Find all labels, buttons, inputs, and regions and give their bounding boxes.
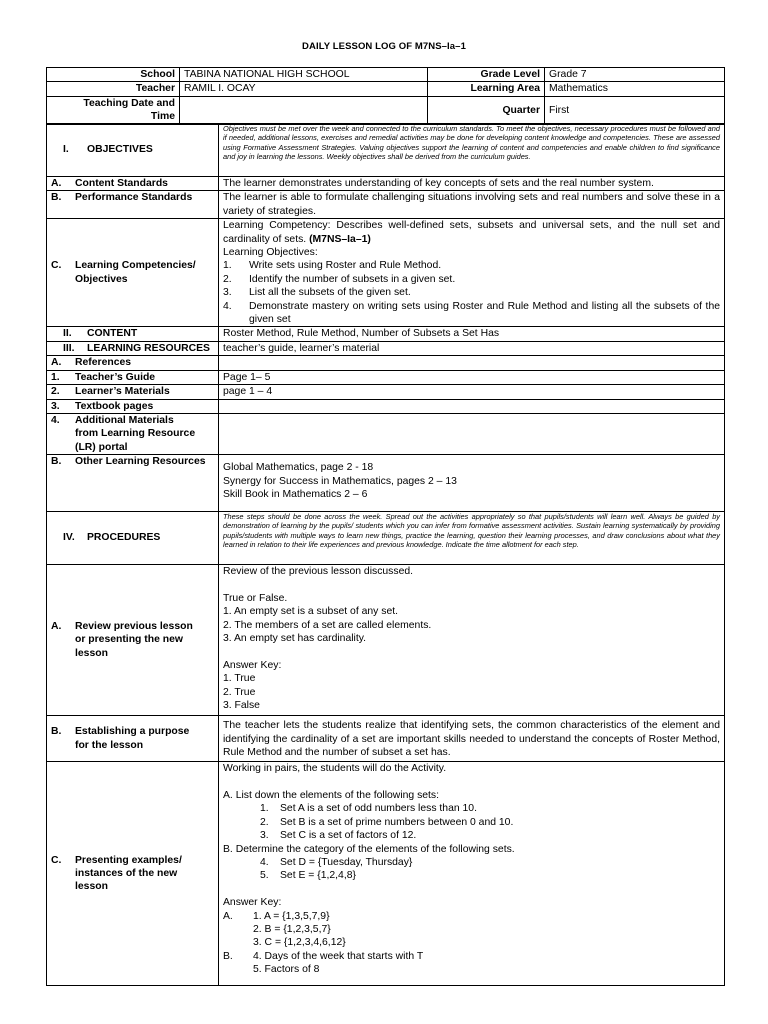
- presenting-examples-cell: [219, 762, 725, 986]
- teaching-date-label-line1: Teaching Date and: [83, 97, 175, 109]
- review-line: 3. An empty set has cardinality.: [223, 633, 367, 645]
- row-label: Textbook pages: [75, 400, 154, 412]
- learning-resources-heading: [47, 341, 219, 355]
- learners-materials-text: page 1 – 4: [219, 385, 725, 399]
- establishing-purpose-heading: [47, 716, 219, 762]
- additional-materials-heading: [47, 413, 219, 454]
- resource-line: Skill Book in Mathematics 2 – 6: [223, 488, 368, 500]
- establishing-purpose-text: The teacher lets the students realize that identifying sets, the common characteristics of the element and identifying the cardinality of a set are important skills needed to understand the concepts of Roster Method, Rule Method and the number of subset a set has.: [219, 716, 725, 762]
- item-number: 2.: [223, 273, 232, 285]
- lesson-table: [46, 123, 725, 986]
- activity-item: [223, 869, 720, 882]
- teacher-label: Teacher: [47, 82, 180, 96]
- row-label-line2: from Learning Resource: [75, 428, 196, 440]
- row-letter: B.: [51, 456, 62, 468]
- content-text: Roster Method, Rule Method, Number of Subsets a Set Has: [219, 327, 725, 341]
- row-label-line3: lesson: [75, 647, 108, 659]
- objectives-num: I.: [63, 144, 69, 156]
- activity-a-heading: A. List down the elements of the following sets:: [223, 789, 440, 801]
- row-label-line1: Presenting examples/: [75, 854, 182, 866]
- row-num: 2.: [51, 386, 60, 398]
- review-previous-lesson-heading: [47, 565, 219, 716]
- answer-key-line: [223, 910, 720, 923]
- answer-key-letter: A.: [223, 910, 233, 922]
- presenting-examples-heading: [47, 762, 219, 986]
- resource-line: Synergy for Success in Mathematics, pages 2 – 13: [223, 475, 457, 487]
- row-letter: B.: [51, 726, 62, 738]
- row-letter: A.: [51, 621, 62, 633]
- objectives-label: OBJECTIVES: [87, 144, 153, 156]
- answer-key-text: 3. C = {1,2,3,4,6,12}: [253, 937, 346, 949]
- content-standards-heading: [47, 177, 219, 191]
- activity-intro: Working in pairs, the students will do the Activity.: [223, 763, 447, 775]
- spacer: [223, 776, 720, 789]
- answer-key-line: [223, 950, 720, 963]
- row-num: IV.: [63, 532, 75, 544]
- item-number: 3.: [260, 830, 269, 842]
- row-letter: B.: [51, 192, 62, 204]
- grade-level-value: Grade 7: [545, 68, 725, 82]
- activity-item: [223, 816, 720, 829]
- row-letter: C.: [51, 260, 62, 272]
- item-text: Set A is a set of odd numbers less than 10.: [280, 803, 477, 815]
- item-text: Set E = {1,2,4,8}: [280, 870, 356, 882]
- quarter-value: First: [545, 96, 725, 124]
- item-number: 1.: [260, 803, 269, 815]
- answer-key-text: 1. A = {1,3,5,7,9}: [253, 910, 330, 922]
- row-label: Other Learning Resources: [75, 456, 206, 468]
- item-text: Set B is a set of prime numbers between 0 and 10.: [280, 816, 514, 828]
- row-label: Teacher’s Guide: [75, 371, 156, 383]
- teaching-date-value: [180, 96, 428, 124]
- learning-area-label: Learning Area: [428, 82, 545, 96]
- content-standards-text: The learner demonstrates understanding of key concepts of sets and the real number system.: [219, 177, 725, 191]
- item-number: 3.: [223, 287, 232, 299]
- objective-item: [223, 286, 720, 299]
- review-line-blank: [223, 646, 720, 659]
- review-line: 2. The members of a set are called elements.: [223, 619, 432, 631]
- row-label: Learner’s Materials: [75, 386, 170, 398]
- teacher-value: RAMIL I. OCAY: [180, 82, 428, 96]
- row-label: LEARNING RESOURCES: [87, 342, 210, 354]
- row-label: CONTENT: [87, 328, 138, 340]
- item-text: Set D = {Tuesday, Thursday}: [280, 856, 413, 868]
- answer-key-text: 2. B = {1,2,3,5,7}: [253, 923, 331, 935]
- row-num: 1.: [51, 371, 60, 383]
- school-value: TABINA NATIONAL HIGH SCHOOL: [180, 68, 428, 82]
- objectives-note: Objectives must be met over the week and connected to the curriculum standards. To meet the objectives, necessary procedures must be followed and if needed, additional lessons, exercises and remedial activities may be done for developing content knowledge and competencies. These are assessed using Formative Assessment Strategies. Valuing objectives support the learning of content and competencies and enable children to find significance and joy in learning the lessons. Weekly objectives shall be derived from the curriculum guides.: [219, 124, 725, 177]
- review-line-blank: [223, 579, 720, 592]
- review-line: True or False.: [223, 592, 288, 604]
- other-resources-heading: [47, 455, 219, 512]
- competency-code: (M7NS–Ia–1): [309, 233, 371, 245]
- learning-competencies-cell: [219, 219, 725, 327]
- item-text: Demonstrate mastery on writing sets using Roster and Rule Method and listing all the subsets of the given set: [249, 300, 720, 326]
- answer-key-line: [223, 923, 720, 936]
- content-heading: [47, 327, 219, 341]
- row-label: PROCEDURES: [87, 532, 161, 544]
- activity-item: [223, 802, 720, 815]
- answer-key-letter: [223, 923, 253, 936]
- row-label-line2: instances of the new: [75, 867, 178, 879]
- row-label-line1: Additional Materials: [75, 414, 174, 426]
- review-line: 2. True: [223, 686, 256, 698]
- learning-competency-text: [223, 219, 720, 246]
- quarter-label: Quarter: [428, 96, 545, 124]
- activity-b-heading: B. Determine the category of the elements of the following sets.: [223, 843, 515, 855]
- objective-item: [223, 273, 720, 286]
- review-line: 1. True: [223, 673, 256, 685]
- row-label-line2: for the lesson: [75, 739, 144, 751]
- item-number: 4.: [260, 856, 269, 868]
- learning-competencies-heading: [47, 219, 219, 327]
- review-previous-lesson-cell: [219, 565, 725, 716]
- learners-materials-heading: [47, 385, 219, 399]
- row-letter: A.: [51, 357, 62, 369]
- header-table: [46, 67, 725, 125]
- answer-key-line: [223, 963, 720, 976]
- additional-materials-text: [219, 413, 725, 454]
- answer-key-text: 4. Days of the week that starts with T: [253, 950, 424, 962]
- review-line: 1. An empty set is a subset of any set.: [223, 606, 399, 618]
- row-num: 3.: [51, 400, 60, 412]
- item-text: List all the subsets of the given set.: [249, 287, 411, 299]
- procedures-note: These steps should be done across the week. Spread out the activities appropriately so that pupils/students will learn well. Always be guided by demonstration of learning by the pupils/ students which you can infer from formative assessment activities. Sustain learning systematically by providing pupils/students with multiple ways to learn new things, practice the learning, question their learning processes, and draw conclusions about what they learned in relation to their life experiences and previous knowledge. Indicate the time allotment for each step.: [219, 512, 725, 565]
- page-title: DAILY LESSON LOG OF M7NS–Ia–1: [302, 41, 466, 52]
- row-label-line1: Establishing a purpose: [75, 726, 190, 738]
- row-num: III.: [63, 342, 75, 354]
- references-heading: [47, 356, 219, 370]
- teaching-date-label-line2: Time: [150, 111, 175, 123]
- grade-level-label: Grade Level: [428, 68, 545, 82]
- learning-resources-text: teacher’s guide, learner’s material: [219, 341, 725, 355]
- procedures-heading: [47, 512, 219, 565]
- row-label-line3: lesson: [75, 881, 108, 893]
- row-label-line2: Objectives: [75, 273, 128, 285]
- row-label-line1: Review previous lesson: [75, 621, 193, 633]
- objective-item: [223, 300, 720, 327]
- answer-key-letter: B.: [223, 950, 233, 962]
- other-resources-cell: [219, 455, 725, 512]
- item-number: 4.: [223, 300, 232, 312]
- references-text: [219, 356, 725, 370]
- objective-item: [223, 259, 720, 272]
- answer-key-heading: Answer Key:: [223, 897, 282, 909]
- row-label-line3: (LR) portal: [75, 441, 128, 453]
- school-label: School: [47, 68, 180, 82]
- answer-key-letter: [223, 963, 253, 976]
- row-num: II.: [63, 328, 72, 340]
- item-number: 1.: [223, 260, 232, 272]
- performance-standards-heading: [47, 191, 219, 219]
- answer-key-letter: [223, 936, 253, 949]
- item-number: 5.: [260, 870, 269, 882]
- item-number: 2.: [260, 816, 269, 828]
- review-line: 3. False: [223, 700, 260, 712]
- row-label-line2: or presenting the new: [75, 634, 183, 646]
- row-letter: C.: [51, 854, 62, 866]
- row-num: 4.: [51, 414, 60, 426]
- row-label: Performance Standards: [75, 192, 193, 204]
- spacer: [223, 883, 720, 896]
- teaching-date-label: [47, 96, 180, 124]
- teachers-guide-heading: [47, 370, 219, 384]
- row-label: Content Standards: [75, 178, 168, 189]
- answer-key-text: 5. Factors of 8: [253, 964, 320, 976]
- review-line: Review of the previous lesson discussed.: [223, 566, 414, 578]
- item-text: Set C is a set of factors of 12.: [280, 830, 417, 842]
- answer-key-line: [223, 936, 720, 949]
- performance-standards-text: The learner is able to formulate challenging situations involving sets and real numbers and solve these in a variety of strategies.: [219, 191, 725, 219]
- teachers-guide-text: Page 1– 5: [219, 370, 725, 384]
- resource-line: Global Mathematics, page 2 - 18: [223, 462, 374, 474]
- review-line: Answer Key:: [223, 659, 282, 671]
- objectives-heading: [47, 124, 219, 177]
- row-label: References: [75, 357, 132, 369]
- learning-competency: Learning Competency: Describes well-defined sets, subsets and universal sets, and the null set and cardinality of sets.: [223, 220, 720, 245]
- learning-area-value: Mathematics: [545, 82, 725, 96]
- row-label-line1: Learning Competencies/: [75, 260, 196, 272]
- textbook-pages-heading: [47, 399, 219, 413]
- activity-item: [223, 856, 720, 869]
- row-letter: A.: [51, 178, 62, 189]
- textbook-pages-text: [219, 399, 725, 413]
- item-text: Write sets using Roster and Rule Method.: [249, 260, 442, 272]
- activity-item: [223, 829, 720, 842]
- learning-objectives-heading: Learning Objectives:: [223, 247, 318, 259]
- item-text: Identify the number of subsets in a given set.: [249, 273, 456, 285]
